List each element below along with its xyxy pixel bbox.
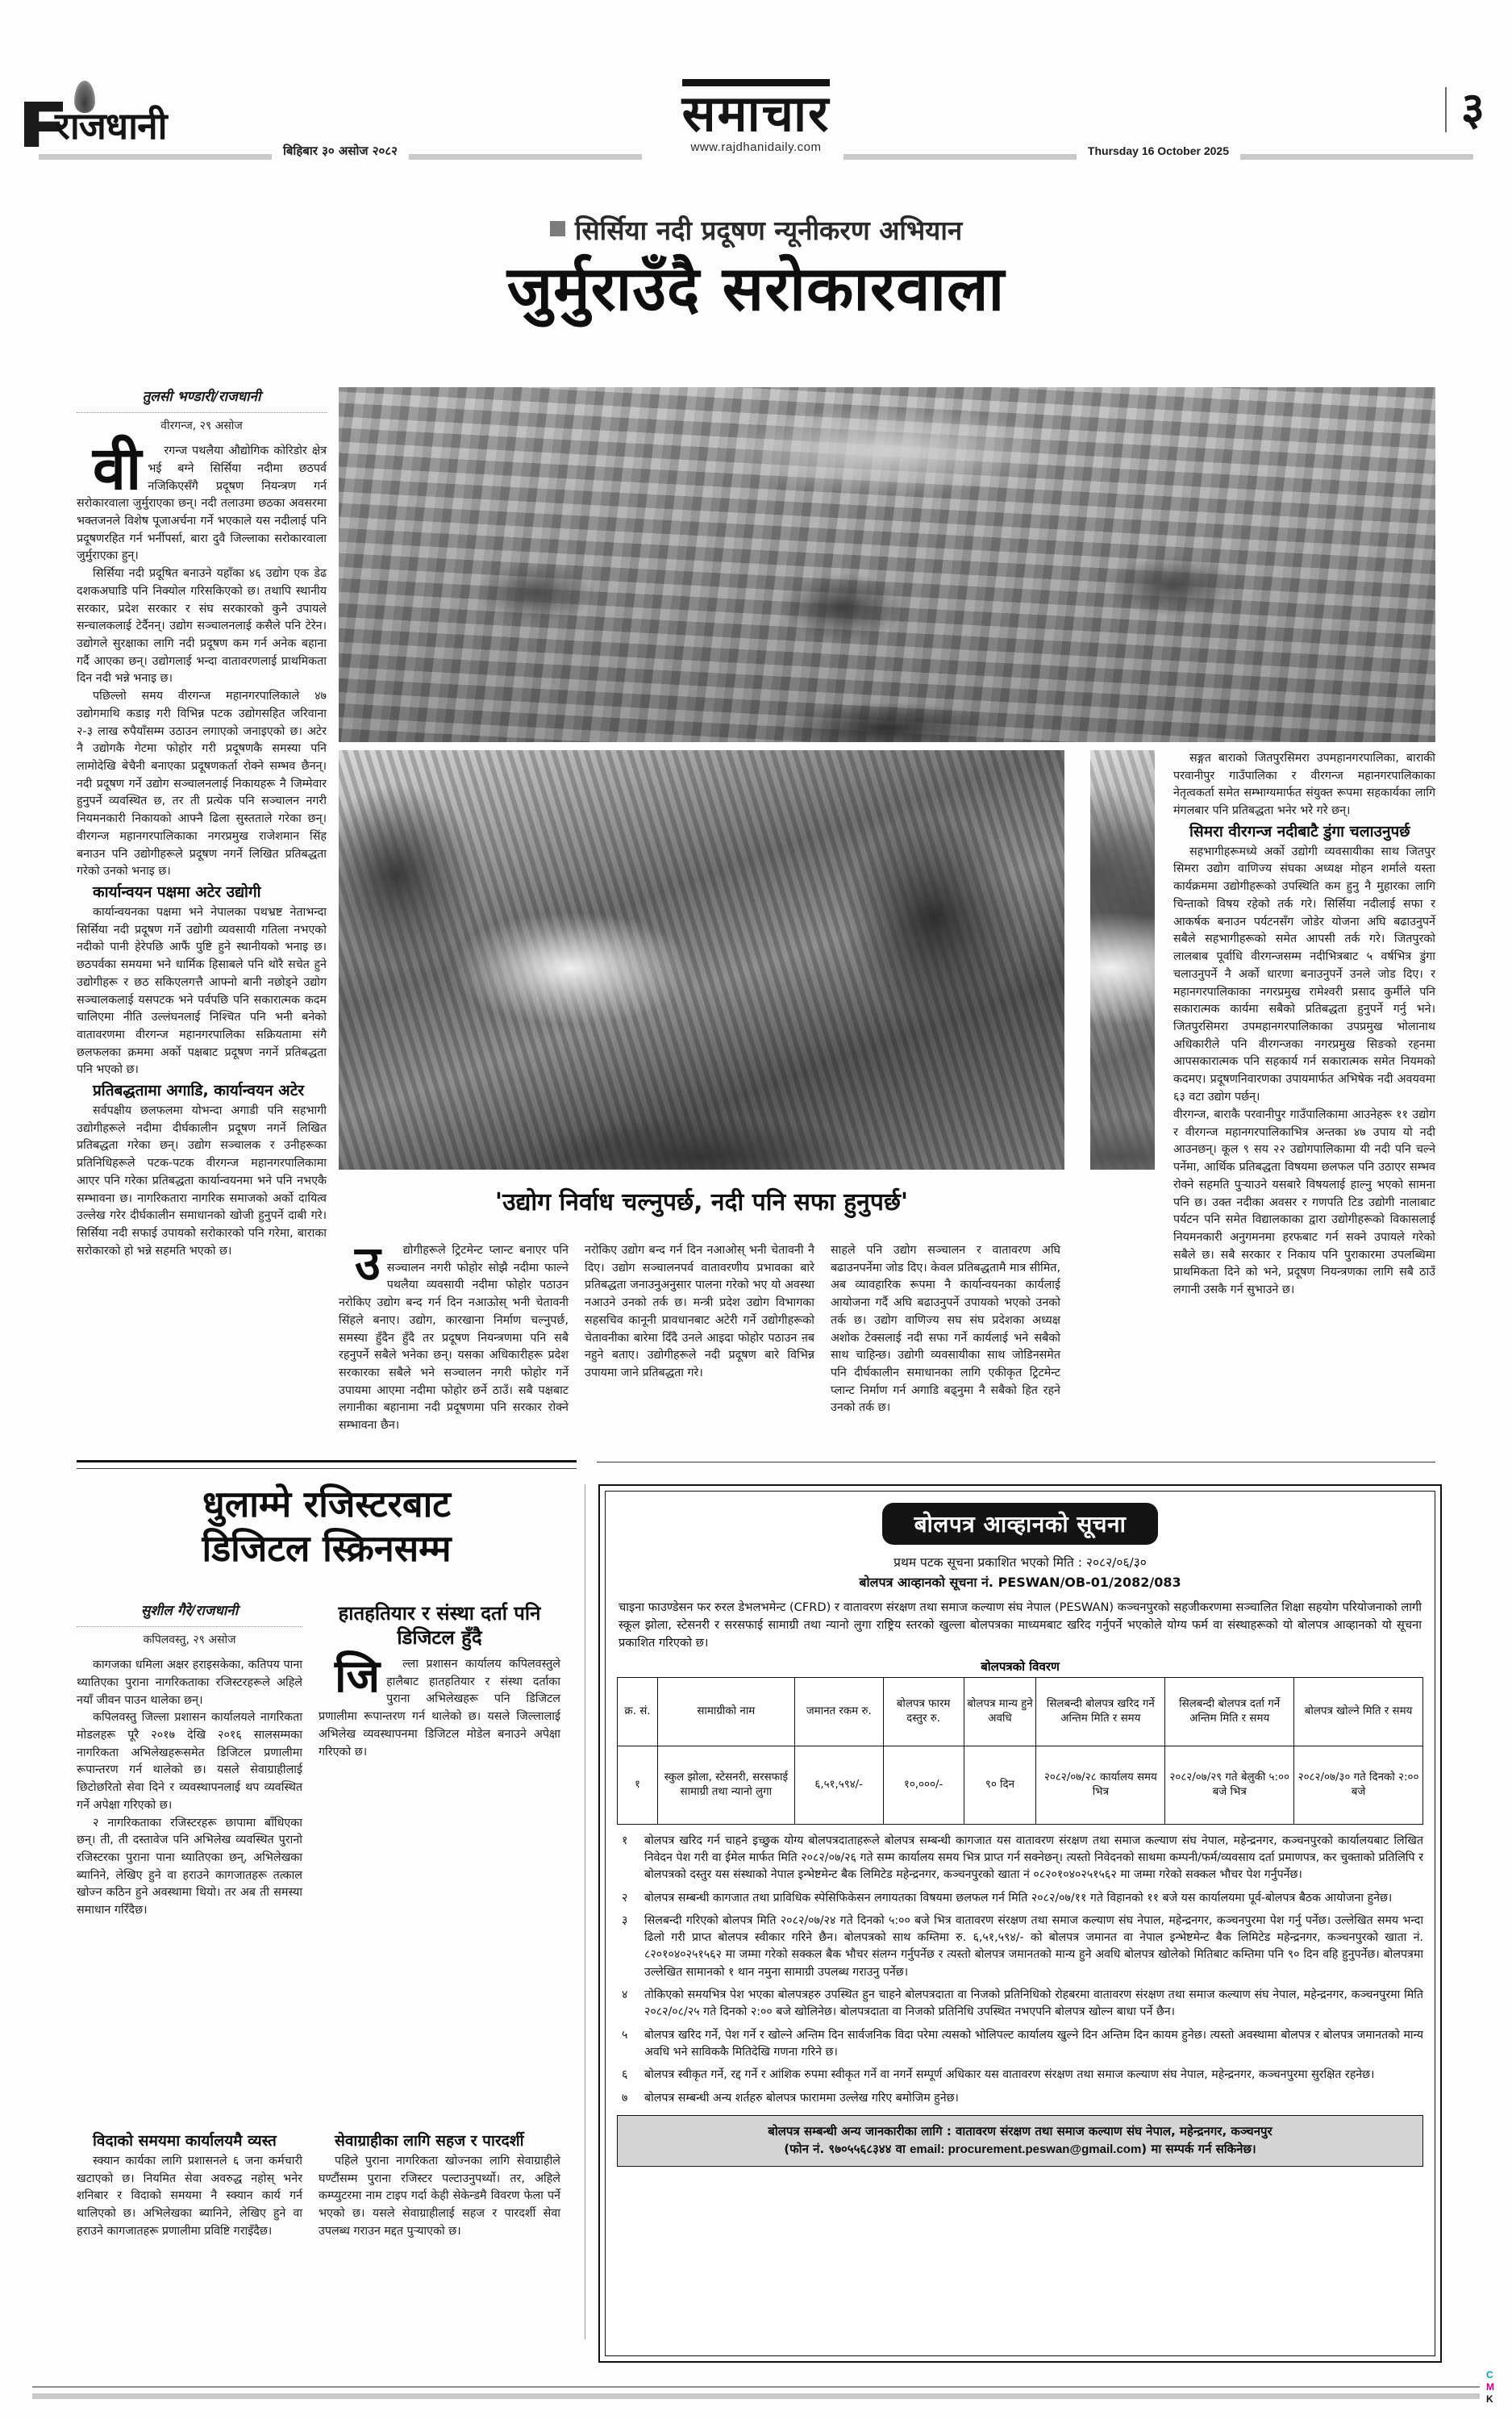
tender-table-row	[618, 1746, 1423, 1824]
photo-river-strip	[1090, 750, 1155, 1170]
feature-byline-divider	[77, 1625, 302, 1627]
footer-rule-thick	[32, 2393, 1480, 2399]
feature-subhead-left-2: विदाको समयमा कार्यालयमै व्यस्त	[93, 2132, 277, 2150]
tender-condition-number: १	[622, 1834, 628, 1847]
photo-meeting	[339, 387, 1435, 742]
lead-paragraph-3: पछिल्लो समय वीरगन्ज महानगरपालिकाले ४७ उद्योगमाथि कडाइ गरी विभिन्न पटक उद्योगसहित जरिवाना २-३ लाख रुपैयाँसम्म उठाउन लगाएको जनाइएको छ। अटेर नै उद्योगकै गेटमा फोहोर गरी प्रदूषणकै समस्या पनि लामोदेखि बेचैनी बनाएका प्रदूषणकर्ता रोक्ने सम्भव छैनन्। नदी प्रदूषण गर्ने उद्योग सञ्चालनलाई निकायहरू नै जिम्मेवार हुनुपर्ने व्यवस्थित छ, तर ती प्रत्येक पनि सञ्चालन नगरी नियमनकारी निकायको आफ्नै ढिला सुस्तताले गरेका छन्। वीरगन्ज महानगरपालिकाका नगरप्रमुख राजेशमान सिंह बनाउन पनि उद्योगीहरूले प्रदूषण नगर्ने लिखित प्रतिबद्धता गरेको उनको भनाइ छ।	[77, 690, 327, 878]
tender-condition-text: बोलपत्र स्वीकृत गर्ने, रद्द गर्ने र आंशिक रुपमा स्वीकृत गर्ने वा नगर्ने सम्पूर्ण अधिकार यस वातावरण संरक्षण तथा समाज कल्याण संघ नेपाल, महेन्द्रनगर, कञ्चनपुरमा सुरक्षित रहनेछ।	[644, 2068, 1375, 2082]
tender-advertisement	[598, 1484, 1442, 2363]
lead-paragraph-5: सर्वपक्षीय छलफलमा योभन्दा अगाडी पनि सहभागी उद्योगीहरूले नदीमा दीर्घकालीन प्रदूषण नगर्ने लिखित प्रतिबद्धता गरेका छन्। उद्योग सञ्चालक र उनीहरूका प्रतिनिधिहरूले पटक-पटक वीरगन्ज महानगरपालिकामा आएर पनि गरेका प्रतिबद्धता कार्यान्वयनमा भने पनि नभएकै सम्भावना छ। नागरिकतारा नागरिक समाजको अर्को दायित्व उल्लेख गरेर दीर्घकालीन समाधानको खोजी हुनुपर्ने दाबी गरे। सिर्सिया नदी सफाई उपायकोे सरोकारको पनि गरेमा, बाराका सरोकारको हो भन्ने सहमति भएको छ।	[77, 1104, 327, 1258]
rule-segment	[843, 154, 1077, 160]
td-open-datetime: २०८२/०७/३० गते दिनको २:०० बजे	[1294, 1746, 1423, 1824]
tender-table-title: बोलपत्रको विवरण	[981, 1659, 1060, 1674]
tender-contact-footer	[617, 2115, 1423, 2167]
tender-condition-number: ४	[622, 1988, 628, 2002]
feature-right-para-2: पहिले पुराना नागरिकता खोज्नका लागि सेवाग्राहीले घण्टौंसम्म पुराना रजिस्टर पल्टाउनुपर्थ्यो। तर, अहिले कम्प्युटरमा नाम टाइप गर्दा केही सेकेन्डमै विवरण फेला पर्ने भएको छ। यसले सेवाग्राहीलाई सहज र पारदर्शी सेवा उपलब्ध गराउन मद्दत पुर्‍याएको छ।	[319, 2154, 560, 2238]
tender-table	[617, 1677, 1423, 1825]
quote-col2-text: नरोकिए उद्योग बन्द गर्न दिन नआओस् भनी चेतावनी नै दिए। उद्योग सञ्चालनपर्व वातावरणीय प्रभावका बारे प्रतिबद्धता जनाउनुअनुसार पालना गरेको भए यो अवस्था नआउने उनको तर्क छ। मन्त्री प्रदेश उद्योग विभागका सहसचिव कानूनी प्रावधानबाट अटेरी गर्ने उद्योगीहरूको चेतावनीका बारेमा दिँदै उनले आइदा फोहोर पठाउन ऩब नहुने बताए। उद्योगीहरूले नदी प्रदूषण बारे विभिन्न उपायमा जाने प्रतिबद्धता गरे।	[585, 1244, 814, 1380]
quote-col1-text: द्योगीहरूले ट्रिटमेन्ट प्लान्ट बनाएर पनि सञ्चालन नगरी फोहोर सोझै नदीमा फाल्ने पथलैया व्यवसायी नदीमा फोहोर पठाउन नरोकिए उद्योग बन्द गर्न दिन नआऊोस् भनी चेतावनी सिंहले बनाए। उद्योग, कारखाना निर्माण चल्नुपर्छ, समस्या हुँदैन हुँदै तर प्रदूषण नियन्त्रणमा पनि सबै रहनुपर्ने सबैले भनेका छन्। यसका अधिकारीहरू प्रदेश सरकारका सबैले भने सञ्चालन नगरी फोहोर गर्ने उपायमा आएमा नदीमा फोहोर छर्ने ठाउँ। सबै पक्षबाट लगानीका बहानामा नदी प्रदूषणमा पनि सरकार रोक्ने सम्भावना छैन।	[339, 1244, 569, 1433]
feature-paragraph-2: कपिलवस्तु जिल्ला प्रशासन कार्यालयले नागरिकता मोडलहरू पूरै २०१७ देखि २०१६ सालसम्मका नागरिकता अभिलेखहरूसमेत डिजिटल प्रणालीमा रूपान्तरण गर्न थालेको छ। यसले सेवाग्राहीलाई छिटोछरितो सेवा दिने र व्यवस्थापनलाई थप व्यवस्थित गर्ने अपेक्षा गरिएको छ।	[77, 1711, 302, 1812]
cmyk-m: M	[1486, 2381, 1494, 2393]
lead-paragraph-4: कार्यान्वयनका पक्षमा भने नेपालका पथभ्रष्ट नेताभन्दा सिर्सिया नदी प्रदूषण गर्ने उद्योगी व्यवसायी गतिला नभएको नदीको पानी हेरेपछि आफैं पुष्टि हुने स्थानीयको भनाइ छ। छठपर्वका समयमा भने धार्मिक हिसाबले पनि थोरै सचेत हुने उद्योगीहरू र छठ सकिएलगत्तै आफ्नो बानी नछोड्ने उद्योग सञ्चालकलाई यसपटक भने पर्वपछि पनि सकारात्मक कदम चालिएमा नीति उल्लंघनलाई निश्चित पनि भनी बनेको वातावरणमा वीरगन्ज महानगरपालिका सक्रियतामा संगै छलफलका क्रममा अर्को पक्षबाट प्रदूषण नगर्ने प्रतिबद्धता पनि भएको छ।	[77, 905, 327, 1077]
pull-quote: 'उद्योग निर्वाध चल्नुपर्छ, नदी पनि सफा हुनुपर्छ'	[494, 1188, 909, 1216]
feature-dateline: कपिलवस्तु, २९ असोज	[143, 1633, 236, 1646]
quote-column-1	[339, 1236, 569, 1435]
lead-subhead-2: प्रतिबद्धतामा अगाडि, कार्यान्वयन अटेर	[93, 1082, 305, 1100]
tender-condition-text: बोलपत्र सम्बन्धी अन्य शर्तहरु बोलपत्र फाराममा उल्लेख गरिए बमोजिम हुनेछ।	[644, 2091, 959, 2105]
tender-intro: चाइना फाउण्डेसन फर रुरल डेभलभमेन्ट (CFRD) र वातावरण संरक्षण तथा समाज कल्याण संघ नेपाल (PESWAN) कञ्चनपुरको सहजीकरणमा सञ्चालित शिक्षा सहयोग परियोजनाको लागी स्कूल झोला, स्टेसनरी र सरसफाई सामाग्री तथा न्यानो लुगा राष्ट्रिय स्तरको खुल्ला बोलपत्रका माध्यमबाट खरिद गर्नुपर्ने भएकोले योग्य फर्म वा संस्थाहरूको यो बोलपत्र आव्हानको यो सूचना प्रकाशित गरिएको छ।	[619, 1600, 1422, 1650]
tender-condition-item	[617, 2090, 1423, 2107]
feature-column-4	[319, 2130, 560, 2240]
right-subhead-1: सिमरा वीरगन्ज नदीबाटै डुंगा चलाउनुपर्छ	[1189, 822, 1410, 841]
th-deposit: जमानत रकम रु.	[794, 1677, 883, 1746]
section-nameplate	[0, 79, 1512, 154]
nameplate-title: समाचार	[682, 79, 831, 139]
bullet-square-icon	[550, 221, 565, 236]
th-register-deadline: सिलबन्दी बोलपत्र दर्ता गर्ने अन्तिम मिति र समय	[1165, 1677, 1294, 1746]
tender-ad-inner	[605, 1491, 1435, 2356]
right-col3-text: वीरगन्ज, बाराकै परवानीपुर गाउँपालिकामा आउनेहरू ११ उद्योग र वीरगन्ज महानगरपालिकाभित्र अन्तका ४७ उपाय यो नदी आउनछन्। कूल ९ सय २२ उद्योगपालिकामा यी नदी पनि चल्ने पर्नेमा, आर्थिक प्रतिबद्धता विषयमा छलफल पनि उठाएर सम्भव रोक्ने सहमति पुर्‍याउने यसबारे विषयलाई हाल्नु भएको सामना पनि छ। उक्त नदीका अवसर र गणपति टिड उद्योगी नालाबाट पर्यटन पनि समेत विद्यालकाका द्वारा उद्योगीहरूको विकासलाई नियमनकारी अनुगमनमा हरफबाट गर्न सक्ने उपायले गरेको सबैले छ। सबै सरकार र निकाय पनि पुराकारमा उपलब्धिमा प्राथमिकता दिने को भने, प्रदूषण नियन्त्रणका लागि सबै ठाउँ लगानी उसकै गर्न सुभाउने छ।	[1173, 1108, 1435, 1297]
td-deposit: ६,५१,५९४/-	[794, 1746, 883, 1824]
lead-headline: जुर्मुराउँदै सरोकारवाला	[506, 252, 1006, 324]
tender-contact-line2	[626, 2140, 1414, 2159]
quote-para-1	[339, 1236, 569, 1435]
quote-dropcap: उ	[355, 1236, 381, 1291]
tender-condition-text: बोलपत्र खरिद गर्ने, पेश गर्ने र खोल्ने अन्तिम दिन सार्वजनिक विदा परेमा त्यसको भोलिपल्ट कार्यालय खुल्ने दिन अन्तिम दिन कायम हुनेछ। त्यस्तो अवस्थामा बोलपत्र र बोलपत्र जमानतको मान्य अवधि भने साविककै मितिदेखि गणना गरिने छ।	[644, 2028, 1423, 2059]
right-paragraph-1: सङ्गत बाराको जितपुरसिमरा उपमहानगरपालिका, बाराकी परवानीपुर गाउँपालिका र वीरगन्ज महानगरपालिकाका नेतृत्वकर्ता समेत सम्भाग्यमार्फत संयुक्त रूपमा सहकार्यका लागि मंगलबार पनि प्रतिबद्धता भनेर भरेे गरेे छन्।	[1173, 752, 1435, 818]
td-purchase-deadline: २०८२/०७/२८ कार्यालय समय भित्र	[1036, 1746, 1165, 1824]
feature-headline-line2: डिजिटल स्क्रिनसम्म	[202, 1526, 452, 1570]
page-number: ३	[1445, 87, 1485, 132]
tender-contact-line1: बोलपत्र सम्बन्धी अन्य जानकारीका लागि : वातावरण संरक्षण तथा समाज कल्याण संघ नेपाल, महेन्द्रनगर, कञ्चनपुर	[768, 2123, 1272, 2138]
tender-email[interactable]: email: procurement.peswan@gmail.com	[910, 2143, 1142, 2157]
feature-right-para1-text: ल्ला प्रशासन कार्यालय कपिलवस्तुले हालैबाट हातहतियार र संस्था दर्ताका पुराना अभिलेखहरू पनि डिजिटल प्रणालीमा रूपान्तरण गर्न थालेको छ। यसले जिल्लालाई अभिलेख व्यवस्थापनमा डिजिटल मोडेल बनाउने अपेक्षा गरिएको छ।	[319, 1658, 560, 1759]
td-register-deadline: २०८२/०७/२९ गते बेलुकी ५:०० बजे भित्र	[1165, 1746, 1294, 1824]
tender-condition-number: ६	[622, 2068, 628, 2082]
cmyk-c: C	[1486, 2369, 1493, 2380]
lead-para1-text: रगन्ज पथलैया औद्योगिक कोरिडोर क्षेत्र भई बग्ने सिर्सिया नदीमा छठपर्व नजिकिएसँगै प्रदूषण नियन्त्रण गर्न सरोकारवाला जुर्मुराएका छन्। नदी तलाउमा छठका अवसरमा भक्तजनले विशेष पूजाअर्चना गर्ने भएकाले यस नदीलाई पनि प्रदूषणरहित गर्न भर्नीपर्सा, बारा दुवै जिल्लाका सरोकारवाला जुर्मुराएका हुन्।	[77, 444, 327, 563]
tender-condition-item	[617, 1987, 1423, 2022]
feature-headline	[77, 1483, 577, 1571]
feature-byline: सुशील गैरे/राजधानी	[140, 1603, 239, 1619]
tender-contact-suffix: ) मा सम्पर्क गर्न सकिनेछ।	[1141, 2142, 1256, 2157]
tender-conditions-list	[617, 1833, 1423, 2107]
logo-text: राजधानी	[55, 104, 167, 148]
feature-column-2	[319, 1601, 560, 1761]
feature-column-3	[77, 2130, 302, 2240]
tender-condition-text: बोलपत्र सम्बन्धी कागजात तथा प्राविधिक स्पेसिफिकेसन लगायतका विषयमा छलफल गर्न मिति २०८२/०७/११ गते विहानको ११ बजे यस कार्यालयमा पूर्व-बोलपत्र बैठक आयोजना हुनेछ।	[644, 1891, 1393, 1905]
tender-condition-number: ५	[622, 2028, 628, 2042]
rule-segment	[39, 154, 272, 160]
rule-segment	[1240, 154, 1473, 160]
date-english: Thursday 16 October 2025	[1087, 144, 1229, 157]
feature-left-para-2: स्क्यान कार्यका लागि प्रशासनले ६ जना कर्मचारी खटाएको छ। नियमित सेवा अवरुद्ध नहोस् भनेर शनिबार र विदाको समयमा नै स्क्यान कार्य गर्न थालिएको छ। अभिलेखका ब्यानिने, लेखिए हुने वा हराउने कागजातहरू प्रणालीमा प्रविष्टि गराइँदैछ।	[77, 2154, 302, 2238]
section-divider-left	[77, 1460, 577, 1462]
tender-condition-number: ३	[622, 1913, 628, 1927]
feature-dropcap: जि	[335, 1650, 381, 1703]
lead-dropcap: वी	[93, 434, 142, 504]
td-validity: ९० दिन	[964, 1746, 1036, 1824]
tender-condition-text: सिलबन्दी गरिएको बोलपत्र मिति २०८२/०७/२४ गते दिनको ५:०० बजे भित्र वातावरण संरक्षण तथा समाज कल्याण संघ नेपाल, महेन्द्रनगर, कञ्चनपुरमा पेश गर्नु पर्नेछ। उल्लेखित समय भन्दा ढिलो गरी प्राप्त बोलपत्र स्वीकार गरिने छैन। बोलपत्रको साथ कम्तिमा रु. ६,५१,५९४/- को बोलपत्र जमानत वा नेपाल इन्भेष्टमेन्ट बैक लिमिटेड महेन्द्रनगर, कञ्चनपुरको खाता नं. ८२०१०४०२५१५६२ मा जम्मा गरेको सक्कल बैक भौचर संलग्न गर्नुपर्नेछ र त्यस्तो बोलपत्र जमानतको मान्य हुने अवधि बोलपत्र खोलेको मितिबाट कम्तिमा पनि ९० दिन वहि हुनुपर्नेछ। बोलपत्रमा उल्लेखित सामानको १ थान नमुना सामाग्री उपलब्ध गराउनु पर्नेछ।	[644, 1913, 1423, 1979]
tender-condition-item	[617, 2027, 1423, 2062]
tender-first-publish: प्रथम पटक सूचना प्रकाशित भएको मिति : २०८२/०६/३०	[893, 1555, 1147, 1570]
quote-column-3	[831, 1242, 1060, 1417]
masthead	[0, 0, 1512, 182]
lead-byline: तुलसी भण्डारी/राजधानी	[142, 389, 261, 405]
tender-table-header-row	[618, 1677, 1423, 1746]
feature-subhead-right-1: हातहतियार र संस्था दर्ता पनि डिजिटल हुँदै	[338, 1602, 541, 1649]
photo-river	[339, 750, 1064, 1170]
right-paragraph-2: सहभागीहरूमध्ये अर्को उद्योगी व्यवसायीका साथ जितपुर सिमरा उद्योग वाणिज्य संघका अध्यक्ष मोहन शर्माले यस्ता कार्यक्रममा उद्योगीहरूको उपस्थिति कम हुनु नै मुहारका लागि चिन्ताको विषय रहेको तर्क गरे। सिर्सिया नदीलाई सफा र आकर्षक बनाउन पर्यटनसँग जोडेर योजना अघि बढाउनुपर्ने सबैले सहभागीहरूको समेत आपसी तर्क गरे। जितपुरको लालबाब पूर्वाधि वीरगन्जसम्म नदीभित्रबाट ५ वर्षभित्र डुंगा चलाउनुपर्ने नै अर्को धारणा बनाउनुपर्ने उनले जोड दिए। र महानगरपालिकाका नगरप्रमुख रामेश्वरी प्रसाद कुर्मीले पनि सकारात्मक कार्यमा सबैको प्रतिबद्धता हुनुपर्ने गर्नु भने। जितपुरसिमरा उपमहानगरपालिकाका उपप्रमुख भोलानाथ अधिकारीले पनि वीरगन्जका नगरप्रमुख सिङको रहनमा आपसकारात्मक पनि सहकार्य गर्न सकारात्मक समेत नियमको कदमए। प्रदूषणनिवारणका उपायमार्फत अभिषेक नदी अवयवमा ६३ वटा उद्योग पर्छन्।	[1173, 845, 1435, 1104]
th-validity: बोलपत्र मान्य हुने अवधि	[964, 1677, 1036, 1746]
feature-paragraph-1: कागजका धमिला अक्षर हराइसकेका, कतिपय पाना थ्यातिएका पुराना नागरिकताका रजिस्टरहरूले अहिले नयाँ जीवन पाउन थालेका छन्।	[77, 1659, 302, 1707]
feature-subhead-right-2: सेवाग्राहीका लागि सहज र पारदर्शी	[335, 2132, 524, 2150]
feature-right-para-1	[319, 1650, 560, 1761]
quote-column-2	[585, 1242, 814, 1383]
quote-col3-text: साहले पनि उद्योग सञ्चालन र वातावरण अघि बढाउनपर्नेमा जोड दिए। केवल प्रतिबद्धतामै मात्र सीमित, अब व्यावहारिक रूपमा नै कार्यान्वयनका कार्यलाई आयोजना गर्दै अघि बढाउनुपर्ने उपायको भएको उनको तर्क छ। उद्योग वाणिज्य सघ संघ प्रदेशका अध्यक्ष अशोक टेक्सलाई नदी सफा गर्ने कार्यलाई भने सबैको साथ चाहिन्छ। उद्योगी व्यवसायीका साथ जोडिनसमेत पनि दीर्घकालीन समाधानका लागि एकीकृत ट्रिटमेन्ट प्लान्ट निर्माण गर्न अगाडि बढ्नुमा नै सबैको हित रहने उनको तर्क छ।	[831, 1244, 1060, 1415]
lead-kicker	[0, 211, 1512, 248]
tender-condition-item	[617, 2067, 1423, 2084]
tender-condition-text: तोकिएको समयभित्र पेश भएका बोलपत्रहरु उपस्थित हुन चाहने बोलपत्रदाता वा निजको प्रतिनिधिको रोहबरमा वातावरण संरक्षण तथा समाज कल्याण संघ नेपाल, महेन्द्रनगर, कञ्चनपुरमा मिति २०८२/०८/२५ गते दिनको २:०० बजे खोलिनेछ। बोलपत्रदाता वा निजको प्रतिनिधि उपस्थित नभएपनि बोलपत्र खोल्न बाधा पर्ने छैन।	[644, 1988, 1423, 2019]
lead-column-1	[77, 387, 327, 1260]
th-open-datetime: बोलपत्र खोल्ने मिति र समय	[1294, 1677, 1423, 1746]
tender-badge: बोलपत्र आव्हानको सूचना	[882, 1503, 1159, 1545]
date-nepali: बिहिबार ३० असोज २०८२	[282, 144, 398, 158]
lead-paragraph-1	[77, 434, 327, 565]
lead-paragraph-2: सिर्सिया नदी प्रदूषित बनाउने यहाँका ४६ उद्योग एक डेढ दशकअघाडि पनि निक्योल गरिसकिएको छ। तथापि स्थानीय सरकार, प्रदेश सरकार र संघ सरकारको कुनै उपायले सन्चालकलाई टेर्दैनन्। उद्योग सञ्चालनलाई कसैले पनि टेरेन। उद्योगले सुरक्षाका लागि नदी प्रदूषण कम गर्न अनेक बहाना गर्दै आएका छन्। उद्योगलाई भन्दा वातावरणलाई प्राथमिकता दिन नदी भन्ने भनाइ छ।	[77, 567, 327, 686]
th-form-fee: बोलपत्र फारम दस्तुर रु.	[883, 1677, 964, 1746]
tender-notice-number: बोलपत्र आव्हानको सूचना नं. PESWAN/OB-01/2082/083	[859, 1575, 1181, 1590]
section-divider-left-thin	[77, 1468, 577, 1469]
feature-column-1	[77, 1601, 302, 1920]
th-sn: क्र. सं.	[618, 1677, 658, 1746]
rule-segment	[409, 154, 642, 160]
td-form-fee: १०,०००/-	[883, 1746, 964, 1824]
tender-phone: (फोन नं. ९७०५५६८३४४ वा	[784, 2142, 910, 2157]
td-item: स्कुल झोला, स्टेसनरी, सरसफाई सामाग्री तथा न्यानो लुगा	[657, 1746, 794, 1824]
right-column-bottom	[1173, 1107, 1435, 1300]
feature-headline-line1: धुलाम्मे रजिस्टरबाट	[202, 1483, 451, 1525]
feature-paragraph-3: २ नागरिकताका रजिस्टरहरू छापामा बाँधिएका छन्। ती, ती दस्तावेज पनि अभिलेख व्यवस्थित पुरानो रजिस्टरका पुराना पाना थ्यातिएका छन्, अभिलेखका ब्यानिने, लेखिए हुने वा हराउने कागजातहरू तत्काल खोज्न कठिन हुने अवस्थामा थियो। तर अब ती समस्या समाधान गरिँदैछ।	[77, 1816, 302, 1917]
tender-condition-number: ७	[622, 2091, 628, 2105]
tender-condition-item	[617, 1913, 1423, 1981]
lead-dateline: वीरगन्ज, २९ असोज	[160, 419, 243, 432]
byline-divider	[77, 411, 327, 413]
footer-rule-thin	[32, 2386, 1480, 2388]
cmyk-registration-marks	[1486, 2369, 1494, 2405]
right-column-top	[1173, 750, 1435, 1107]
tender-condition-item	[617, 1833, 1423, 1884]
lead-kicker-text: सिर्सिया नदी प्रदूषण न्यूनीकरण अभियान	[574, 215, 963, 246]
nameplate-url: www.rajdhanidaily.com	[690, 140, 822, 154]
th-purchase-deadline: सिलबन्दी बोलपत्र खरिद गर्ने अन्तिम मिति र समय	[1036, 1677, 1165, 1746]
tender-condition-text: बोलपत्र खरिद गर्न चाहने इच्छुक योग्य बोलपत्रदाताहरूले बोलपत्र सम्बन्धी कागजात यस वातावरण संरक्षण तथा समाज कल्याण संघ नेपाल, महेन्द्रनगर, कञ्चनपुरको कार्यालयबाट लिखित निवेदन पेश गरी वा ईमेल मार्फत मिति २०८२/०७/२६ गते सम्म कार्यालय समय भित्र प्राप्त गर्न सक्नेछन्। त्यस्तो निवेदनको साथमा कम्पनी/फर्म/व्यवसाय दर्ता प्रमाणपत्र, कर चुक्ताको प्रतिलिपि र बोलपत्रको दस्तुर यस संस्थाको नेपाल इन्भेष्टमेन्ट बैक लिमिटेड महेन्द्रनगर, कञ्चनपुरको खाता नं ०८२०१०४०२५१५६२ मा जम्मा गरेको सक्कल भौचर पेश गर्नुपर्नेछ।	[644, 1834, 1423, 1882]
tender-condition-number: २	[622, 1891, 628, 1905]
th-item: सामाग्रीको नाम	[657, 1677, 794, 1746]
cmyk-k: K	[1486, 2393, 1493, 2405]
lead-subhead-1: कार्यान्वयन पक्षमा अटेर उद्योगी	[93, 883, 261, 902]
td-sn: १	[618, 1746, 658, 1824]
tender-condition-item	[617, 1890, 1423, 1907]
